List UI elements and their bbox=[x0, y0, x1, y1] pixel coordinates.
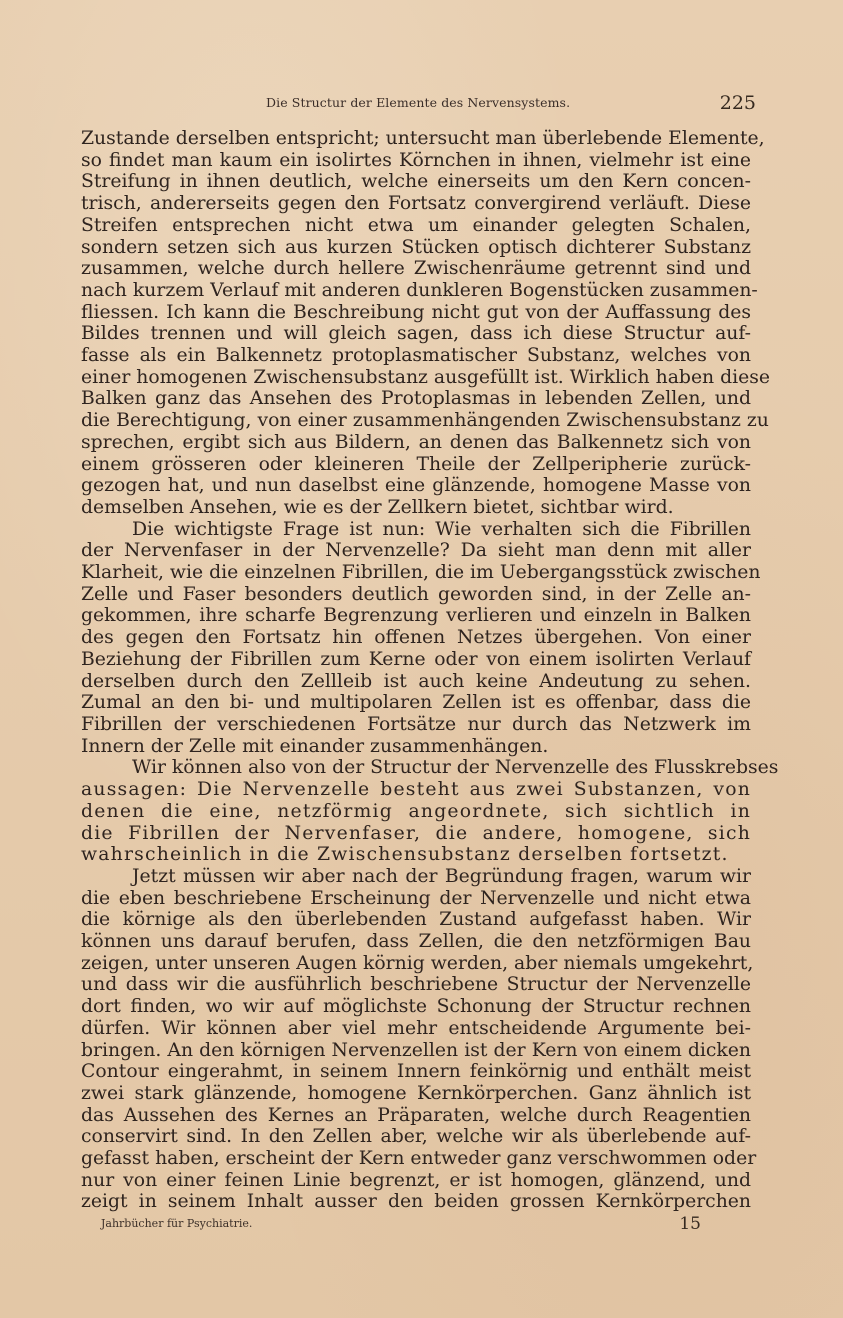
text-line: können uns darauf berufen, dass Zellen, die den netzförmigen Bau bbox=[81, 931, 751, 953]
text-line: derselben durch den Zellleib ist auch keine Andeutung zu sehen. bbox=[81, 670, 751, 692]
text-line: des gegen den Fortsatz hin offenen Netzes übergehen. Von einer bbox=[81, 627, 751, 649]
text-line: sondern setzen sich aus kurzen Stücken optisch dichterer Substanz bbox=[81, 236, 751, 258]
body-text bbox=[81, 128, 779, 1213]
text-line: Streifen entsprechen nicht etwa um einander gelegten Schalen, bbox=[81, 214, 751, 236]
text-line: nach kurzem Verlauf mit anderen dunkleren Bogenstücken zusammen- bbox=[81, 279, 758, 301]
text-line: gekommen, ihre scharfe Begrenzung verlieren und einzeln in Balken bbox=[81, 605, 751, 627]
text-line: fliessen. Ich kann die Beschreibung nicht gut von der Auffassung des bbox=[81, 301, 751, 323]
page-header bbox=[266, 92, 756, 117]
emphasized-line: denen die eine, netzförmig angeordnete, sich sichtlich in bbox=[81, 800, 751, 822]
text-line: die eben beschriebene Erscheinung der Nervenzelle und nicht etwa bbox=[81, 887, 751, 909]
text-line: nur von einer feinen Linie begrenzt, er ist homogen, glänzend, und bbox=[81, 1169, 751, 1191]
text-line: sprechen, ergibt sich aus Bildern, an denen das Balkennetz sich von bbox=[81, 431, 751, 453]
text-line: einem grösseren oder kleineren Theile der Zellperipherie zurück- bbox=[81, 453, 751, 475]
text-line: conservirt sind. In den Zellen aber, welche wir als überlebende auf- bbox=[81, 1126, 751, 1148]
text-line: dort finden, wo wir auf möglichste Schonung der Structur rechnen bbox=[81, 996, 751, 1018]
paragraph-first-line: Jetzt müssen wir aber nach der Begründung fragen, warum wir bbox=[132, 865, 751, 887]
page-number: 225 bbox=[719, 92, 756, 114]
emphasized-line: die Fibrillen der Nervenfaser, die andere, homogene, sich bbox=[81, 822, 751, 844]
text-line: die Berechtigung, von einer zusammenhängenden Zwischensubstanz zu bbox=[81, 410, 769, 432]
text-line: gezogen hat, und nun daselbst eine glänzende, homogene Masse von bbox=[81, 475, 751, 497]
page-footer bbox=[101, 1214, 701, 1240]
emphasized-line: aussagen: Die Nervenzelle besteht aus zwei Substanzen, von bbox=[81, 779, 751, 801]
paragraph-first-line: Wir können also von der Structur der Nervenzelle des Flusskrebses bbox=[132, 757, 779, 779]
text-line: Klarheit, wie die einzelnen Fibrillen, die im Uebergangsstück zwischen bbox=[81, 562, 761, 584]
running-head: Die Structur der Elemente des Nervensystems. bbox=[266, 95, 571, 110]
paragraph-first-line: Die wichtigste Frage ist nun: Wie verhalten sich die Fibrillen bbox=[132, 518, 751, 540]
text-line: fasse als ein Balkennetz protoplasmatischer Substanz, welches von bbox=[81, 345, 751, 367]
text-line: so findet man kaum ein isolirtes Körnchen in ihnen, vielmehr ist eine bbox=[81, 149, 751, 171]
text-line: die körnige als den überlebenden Zustand aufgefasst haben. Wir bbox=[81, 909, 751, 931]
text-line: bringen. An den körnigen Nervenzellen ist der Kern von einem dicken bbox=[81, 1039, 751, 1061]
text-line: Bildes trennen und will gleich sagen, dass ich diese Structur auf- bbox=[81, 323, 751, 345]
text-line: der Nervenfaser in der Nervenzelle? Da sieht man denn mit aller bbox=[81, 540, 751, 562]
text-line: Zustande derselben entspricht; untersucht man überlebende Elemente, bbox=[81, 128, 765, 149]
text-line: zwei stark glänzende, homogene Kernkörperchen. Ganz ähnlich ist bbox=[81, 1082, 751, 1104]
journal-title: Jahrbücher für Psychiatrie. bbox=[101, 1217, 253, 1230]
emphasized-last-line: wahrscheinlich in die Zwischensubstanz derselben fortsetzt. bbox=[81, 844, 729, 866]
text-line: zeigt in seinem Inhalt ausser den beiden grossen Kernkörperchen bbox=[81, 1191, 751, 1213]
text-line: und dass wir die ausführlich beschriebene Structur der Nervenzelle bbox=[81, 974, 751, 996]
text-line: Fibrillen der verschiedenen Fortsätze nur durch das Netzwerk im bbox=[81, 713, 751, 735]
text-line: Contour eingerahmt, in seinem Innern feinkörnig und enthält meist bbox=[81, 1061, 751, 1083]
paragraph-last-line: demselben Ansehen, wie es der Zellkern bietet, sichtbar wird. bbox=[81, 496, 674, 518]
text-line: trisch, andererseits gegen den Fortsatz convergirend verläuft. Diese bbox=[81, 193, 751, 215]
text-line: gefasst haben, erscheint der Kern entweder ganz verschwommen oder bbox=[81, 1148, 757, 1170]
text-line: Zumal an den bi- und multipolaren Zellen ist es offenbar, dass die bbox=[81, 692, 751, 714]
text-line: einer homogenen Zwischensubstanz ausgefüllt ist. Wirklich haben diese bbox=[81, 366, 771, 388]
text-line: dürfen. Wir können aber viel mehr entscheidende Argumente bei- bbox=[81, 1017, 751, 1039]
text-line: Zelle und Faser besonders deutlich geworden sind, in der Zelle an- bbox=[81, 583, 751, 605]
text-line: Streifung in ihnen deutlich, welche einerseits um den Kern concen- bbox=[81, 171, 751, 193]
text-line: Beziehung der Fibrillen zum Kerne oder von einem isolirten Verlauf bbox=[81, 648, 751, 670]
paragraph-last-line: Innern der Zelle mit einander zusammenhängen. bbox=[81, 735, 549, 757]
text-line: Balken ganz das Ansehen des Protoplasmas in lebenden Zellen, und bbox=[81, 388, 751, 410]
text-line: zusammen, welche durch hellere Zwischenräume getrennt sind und bbox=[81, 258, 751, 280]
text-line: das Aussehen des Kernes an Präparaten, welche durch Reagentien bbox=[81, 1104, 751, 1126]
signature-mark: 15 bbox=[679, 1214, 701, 1234]
text-line: zeigen, unter unseren Augen körnig werden, aber niemals umgekehrt, bbox=[81, 952, 754, 974]
